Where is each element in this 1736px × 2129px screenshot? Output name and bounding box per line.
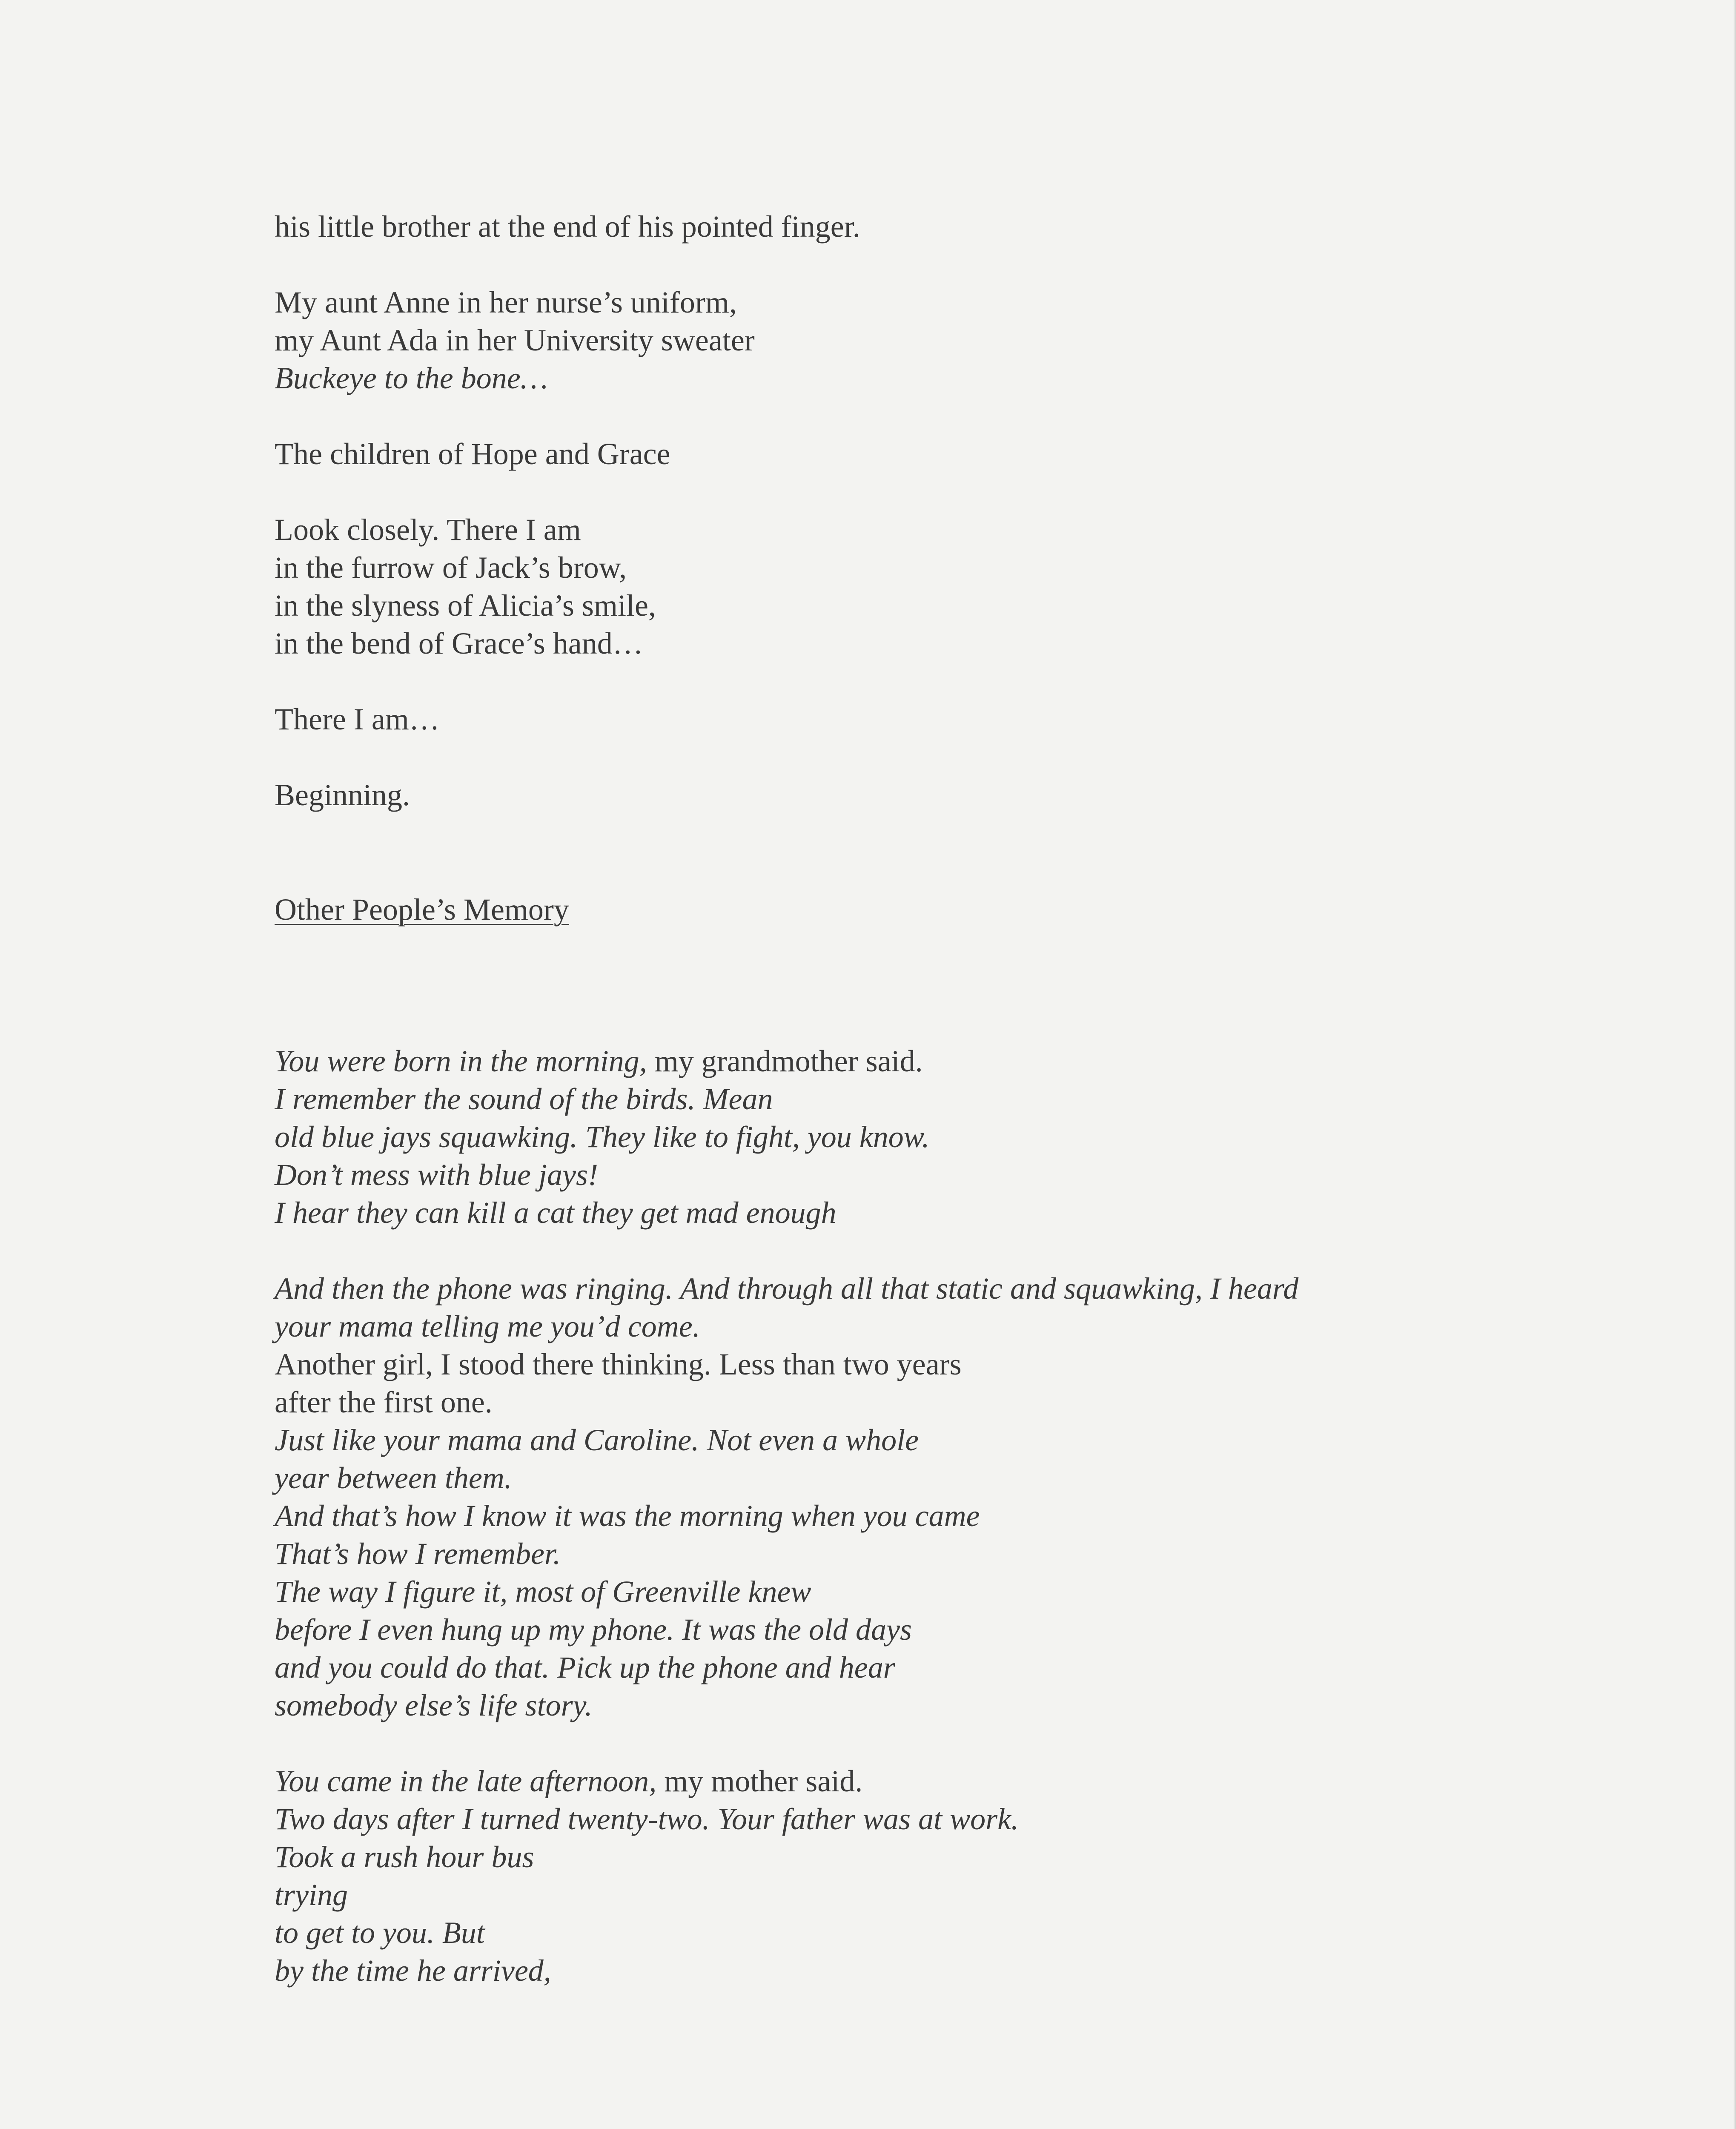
- poem-line-italic: I remember the sound of the birds. Mean: [275, 1082, 773, 1116]
- poem-line-italic: and you could do that. Pick up the phone and hear: [275, 1650, 895, 1684]
- poem-line: after the first one.: [275, 1385, 493, 1419]
- poem-line-italic: You were born in the morning,: [275, 1044, 647, 1078]
- poem-line: Look closely. There I am: [275, 513, 581, 547]
- poem-line-plain: my mother said.: [656, 1764, 863, 1798]
- poem-line-plain: my grandmother said.: [647, 1044, 923, 1078]
- poem-line-italic: year between them.: [275, 1461, 512, 1495]
- poem-line-italic: And then the phone was ringing. And through all that static and squawking, I heard: [275, 1271, 1299, 1306]
- poem-line-italic: Don’t mess with blue jays!: [275, 1158, 598, 1192]
- poem-line-italic: The way I figure it, most of Greenville knew: [275, 1575, 811, 1609]
- poem-line-italic: Buckeye to the bone…: [275, 361, 548, 395]
- poem-line-italic: Took a rush hour bus: [275, 1840, 534, 1874]
- poem-line: Another girl, I stood there thinking. Less than two years: [275, 1347, 962, 1381]
- poem-line-italic: somebody else’s life story.: [275, 1688, 593, 1722]
- poem-line: my Aunt Ada in her University sweater: [275, 323, 755, 357]
- poem-line: his little brother at the end of his pointed finger.: [275, 209, 860, 244]
- page-edge-right: [1733, 0, 1736, 2129]
- poem-line-italic: That’s how I remember.: [275, 1537, 561, 1571]
- poem-line-italic: before I even hung up my phone. It was the old days: [275, 1613, 912, 1647]
- poem-line-italic: You came in the late afternoon,: [275, 1764, 657, 1798]
- poem-line: Beginning.: [275, 778, 410, 812]
- poem-line: [275, 1042, 1637, 1080]
- poem-line-italic: by the time he arrived,: [275, 1954, 551, 1988]
- poem-line-italic: trying: [275, 1878, 348, 1912]
- poem-line: [275, 1762, 1637, 1800]
- poem-line: in the bend of Grace’s hand…: [275, 626, 643, 660]
- poem-line: in the slyness of Alicia’s smile,: [275, 588, 656, 623]
- poem-line-italic: old blue jays squawking. They like to fight, you know.: [275, 1120, 930, 1154]
- poem-title: Other People’s Memory: [275, 892, 569, 927]
- poem-line: in the furrow of Jack’s brow,: [275, 551, 627, 585]
- poem-line-italic: to get to you. But: [275, 1916, 485, 1950]
- poem-line-italic: Two days after I turned twenty-two. Your father was at work.: [275, 1802, 1019, 1836]
- poem-line-italic: And that’s how I know it was the morning when you came: [275, 1499, 980, 1533]
- poem-text: [275, 208, 1637, 1990]
- poem-line: The children of Hope and Grace: [275, 437, 670, 471]
- poem-line-italic: I hear they can kill a cat they get mad enough: [275, 1196, 836, 1230]
- poem-line-italic: Just like your mama and Caroline. Not even a whole: [275, 1423, 919, 1457]
- poem-line-italic: your mama telling me you’d come.: [275, 1309, 700, 1343]
- poem-line: My aunt Anne in her nurse’s uniform,: [275, 285, 737, 319]
- poem-line: There I am…: [275, 702, 440, 736]
